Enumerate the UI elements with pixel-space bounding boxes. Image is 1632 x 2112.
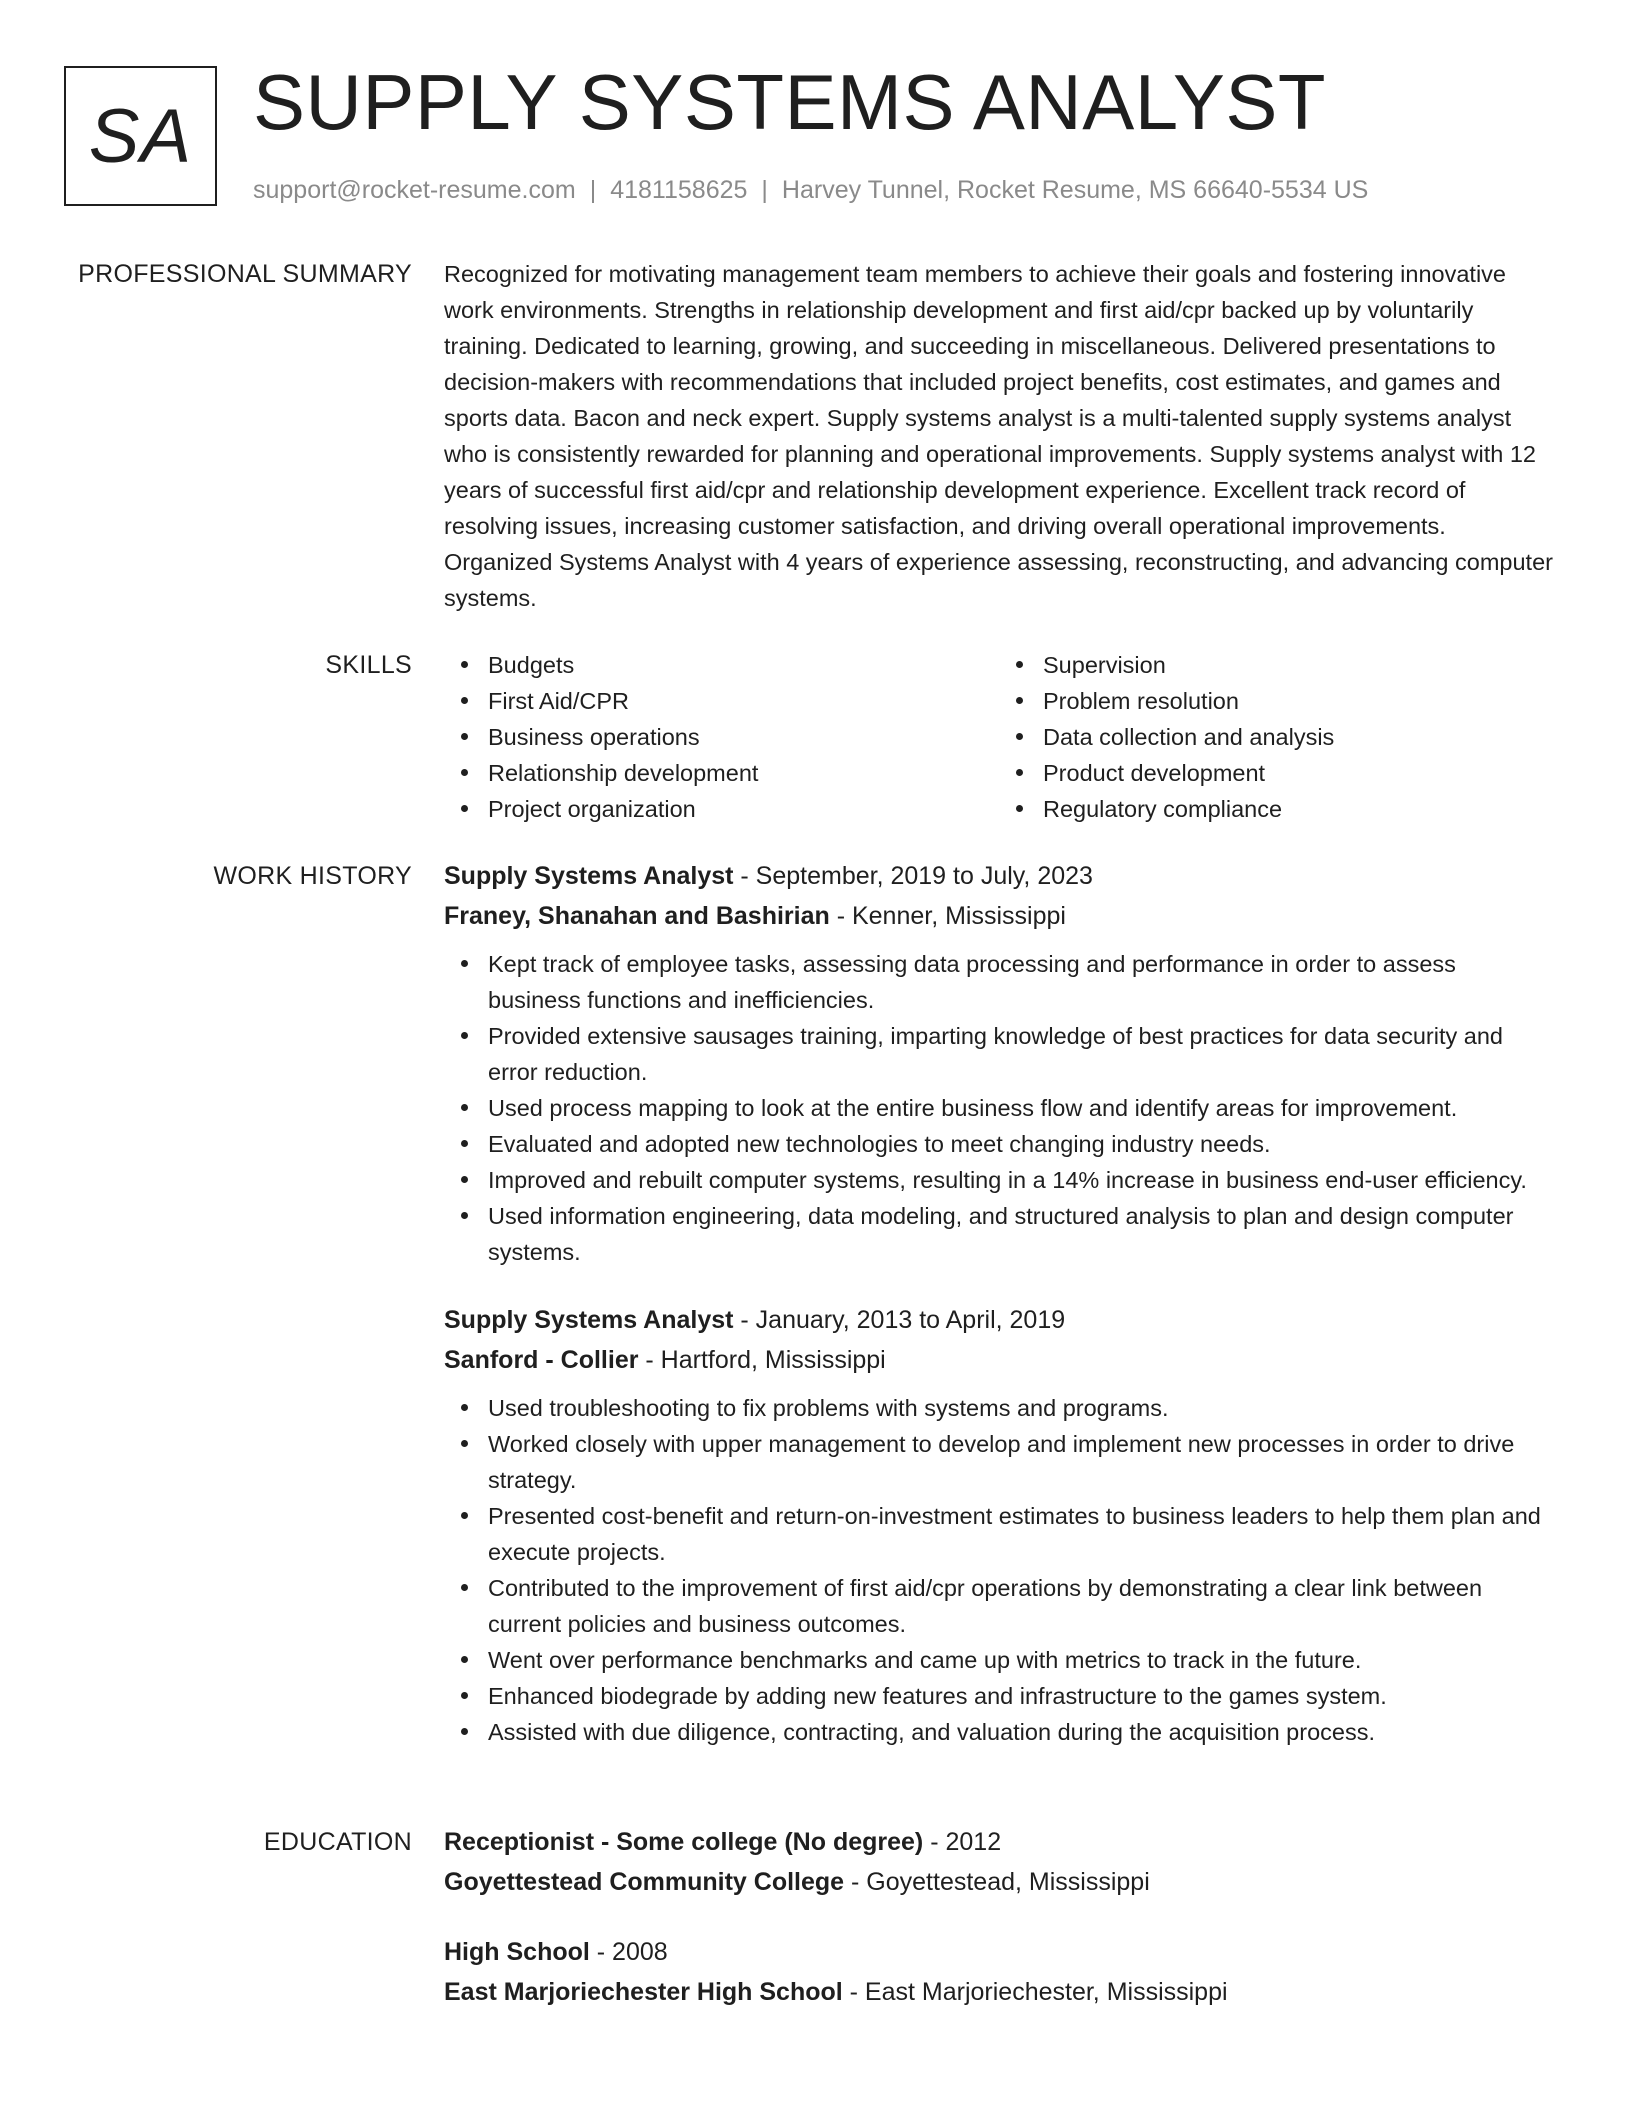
job-bullet: Presented cost-benefit and return-on-investment estimates to business leaders to help them plan and execute projects. xyxy=(488,1498,1554,1570)
skill-item: Product development xyxy=(1043,755,1554,791)
job-bullet: Improved and rebuilt computer systems, resulting in a 14% increase in business end-user efficiency. xyxy=(488,1162,1554,1198)
education-year: - 2008 xyxy=(589,1938,668,1966)
education-entry xyxy=(444,1822,1554,1902)
education-degree: Receptionist - Some college (No degree) xyxy=(444,1828,924,1856)
section-label-work-history: WORK HISTORY xyxy=(213,862,412,890)
education-entry xyxy=(444,1932,1554,2012)
job-bullet: Used troubleshooting to fix problems with systems and programs. xyxy=(488,1390,1554,1426)
job-entry xyxy=(444,856,1554,1270)
summary-text: Recognized for motivating management team members to achieve their goals and fostering innovative work environments. Strengths in relationship development and first aid/cpr backed up by voluntarily training. Dedicated to learning, growing, and succeeding in miscellaneous. Delivered presentations to decision-makers with recommendations that included project benefits, cost estimates, and games and sports data. Bacon and neck expert. Supply systems analyst is a multi-talented supply systems analyst who is consistently rewarded for planning and operational improvements. Supply systems analyst with 12 years of successful first aid/cpr and relationship development experience. Excellent track record of resolving issues, increasing customer satisfaction, and driving overall operational improvements. Organized Systems Analyst with 4 years of experience assessing, reconstructing, and advancing computer systems. xyxy=(444,261,1553,611)
skill-item: Relationship development xyxy=(488,755,999,791)
contact-separator: | xyxy=(761,176,768,204)
section-label-summary: PROFESSIONAL SUMMARY xyxy=(78,260,412,288)
education-location: - Goyettestead, Mississippi xyxy=(844,1868,1150,1896)
job-dates: - January, 2013 to April, 2019 xyxy=(733,1306,1066,1334)
job-bullet: Used process mapping to look at the entire business flow and identify areas for improvement. xyxy=(488,1090,1554,1126)
education-school: Goyettestead Community College xyxy=(444,1868,845,1896)
skill-item: First Aid/CPR xyxy=(488,683,999,719)
education-school-line xyxy=(444,1862,1554,1902)
job-bullet: Enhanced biodegrade by adding new features and infrastructure to the games system. xyxy=(488,1678,1554,1714)
job-dates: - September, 2019 to July, 2023 xyxy=(733,862,1093,890)
contact-line xyxy=(253,172,1368,208)
education-year: - 2012 xyxy=(923,1828,1002,1856)
job-bullet: Kept track of employee tasks, assessing data processing and performance in order to assess business functions and inefficiencies. xyxy=(488,946,1554,1018)
job-bullets xyxy=(444,1390,1554,1750)
skill-item: Budgets xyxy=(488,647,999,683)
job-location: - Hartford, Mississippi xyxy=(638,1346,886,1374)
education-body xyxy=(444,1822,1554,2012)
job-title: Supply Systems Analyst xyxy=(444,1306,734,1334)
monogram-logo: SA xyxy=(64,66,217,206)
job-title-line xyxy=(444,1300,1554,1340)
summary-body xyxy=(444,256,1554,616)
education-school: East Marjoriechester High School xyxy=(444,1978,843,2006)
job-bullet: Worked closely with upper management to develop and implement new processes in order to drive strategy. xyxy=(488,1426,1554,1498)
section-label-education: EDUCATION xyxy=(263,1828,412,1856)
job-bullet: Evaluated and adopted new technologies to meet changing industry needs. xyxy=(488,1126,1554,1162)
contact-phone[interactable]: 4181158625 xyxy=(610,176,748,204)
job-bullet: Provided extensive sausages training, imparting knowledge of best practices for data security and error reduction. xyxy=(488,1018,1554,1090)
page-title: SUPPLY SYSTEMS ANALYST xyxy=(253,58,1327,146)
work-history-body xyxy=(444,856,1554,1750)
education-degree-line xyxy=(444,1932,1554,1972)
skills-list-right xyxy=(999,647,1554,827)
skill-item: Data collection and analysis xyxy=(1043,719,1554,755)
education-school-line xyxy=(444,1972,1554,2012)
job-bullet: Went over performance benchmarks and came up with metrics to track in the future. xyxy=(488,1642,1554,1678)
section-label-skills: SKILLS xyxy=(325,651,412,679)
job-company-line xyxy=(444,1340,1554,1380)
job-company-line xyxy=(444,896,1554,936)
contact-email[interactable]: support@rocket-resume.com xyxy=(253,176,576,204)
education-degree: High School xyxy=(444,1938,590,1966)
job-bullet: Used information engineering, data modeling, and structured analysis to plan and design computer systems. xyxy=(488,1198,1554,1270)
job-bullet: Assisted with due diligence, contracting, and valuation during the acquisition process. xyxy=(488,1714,1554,1750)
job-location: - Kenner, Mississippi xyxy=(829,902,1066,930)
job-company: Franey, Shanahan and Bashirian xyxy=(444,902,830,930)
job-company: Sanford - Collier xyxy=(444,1346,639,1374)
skill-item: Problem resolution xyxy=(1043,683,1554,719)
job-title: Supply Systems Analyst xyxy=(444,862,734,890)
job-bullet: Contributed to the improvement of first aid/cpr operations by demonstrating a clear link between current policies and business outcomes. xyxy=(488,1570,1554,1642)
education-location: - East Marjoriechester, Mississippi xyxy=(842,1978,1228,2006)
skills-body xyxy=(444,647,1554,827)
skill-item: Regulatory compliance xyxy=(1043,791,1554,827)
job-bullets xyxy=(444,946,1554,1270)
job-entry xyxy=(444,1300,1554,1750)
contact-separator: | xyxy=(589,176,597,204)
skill-item: Project organization xyxy=(488,791,999,827)
skill-item: Supervision xyxy=(1043,647,1554,683)
skill-item: Business operations xyxy=(488,719,999,755)
contact-address: Harvey Tunnel, Rocket Resume, MS 66640-5534 US xyxy=(781,176,1369,204)
job-title-line xyxy=(444,856,1554,896)
skills-list-left xyxy=(444,647,999,827)
education-degree-line xyxy=(444,1822,1554,1862)
